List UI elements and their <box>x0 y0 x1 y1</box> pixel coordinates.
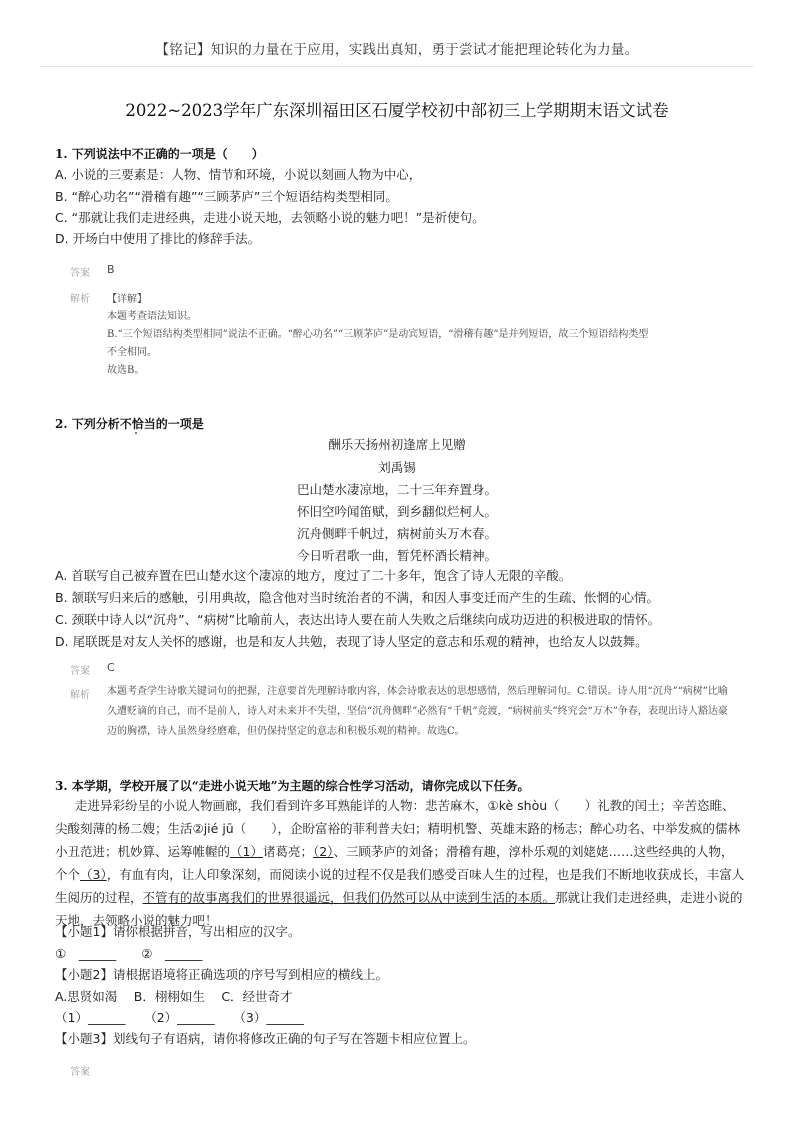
q2-analysis-label: 解析 <box>70 690 90 701</box>
blank-2: （2） <box>312 844 334 859</box>
subquestion-3: 【小题3】划线句子有语病，请你将修改正确的句子写在答题卡相应位置上。 <box>55 1031 476 1046</box>
poem-title: 酬乐天扬州初逢席上见赠 <box>328 437 466 452</box>
subquestion-2: 【小题2】请根据语境将正确选项的序号写到相应的横线上。 <box>55 967 388 982</box>
subquestion-2-blanks: （1）______ （2）______ （3）______ <box>55 1010 304 1025</box>
subquestion-2-choices: A.思贤如渴 B．栩栩如生 C．经世奇才 <box>55 989 293 1004</box>
subquestion-1: 【小题1】请你根据拼音，写出相应的汉字。 <box>55 924 301 939</box>
q2-stem: 2. 下列分析不恰当的一项是 <box>55 417 204 431</box>
poem-line: 沉舟侧畔千帆过，病树前头万木春。 <box>296 526 497 541</box>
q3-passage: 走进异彩纷呈的小说人物画廊，我们看到许多耳熟能详的人物：悲苦麻木，①kè shòu（ ）礼教的闰土；辛苦恣睢、尖酸刻薄的杨二嫂；生活②jié jū（ ），企盼富裕的菲利普夫妇；精明机警、英雄末路的杨志；醉心功名、中举发疯的儒林小丑范进；机妙算、运筹帷幄的（1）诸葛亮；（2）、三顾茅庐的刘备；滑稽有趣，淳朴乐观的刘姥姥……这些经典的人物，个个（3），有血有肉，让人印象深刻，而阅读小说的过程不仅是我们感受百味人生的过程，也是我们不断地收获成长，丰富人生阅历的过程，不管有的故事离我们的世界很遥远，但我们仍然可以从中读到生活的本质。那就让我们走进经典，走进小说的天地，去领略小说的魅力吧！ <box>55 798 745 928</box>
poem-line: 巴山楚水凄凉地，二十三年弃置身。 <box>296 482 497 497</box>
q2-answer: C <box>107 661 115 674</box>
q3-stem: 3. 本学期，学校开展了以“走进小说天地”为主题的综合性学习活动，请你完成以下任务。 <box>55 779 530 793</box>
q1-option-c: C. “那就让我们走进经典，走进小说天地，去领略小说的魅力吧！”是祈使句。 <box>55 210 485 225</box>
faulty-sentence: 不管有的故事离我们的世界很遥远，但我们仍然可以从中读到生活的本质。 <box>142 890 556 905</box>
header-divider <box>40 66 754 67</box>
blank-1: （1） <box>230 844 263 859</box>
header-motto: 【铭记】知识的力量在于应用，实践出真知，勇于尝试才能把理论转化为力量。 <box>155 42 639 58</box>
q1-answer-label: 答案 <box>70 268 90 279</box>
q1-analysis-label: 解析 <box>70 294 90 305</box>
q1-option-b: B. “醉心功名”“滑稽有趣”“三顾茅庐”三个短语结构类型相同。 <box>55 189 398 204</box>
emphasis-dot <box>135 432 137 434</box>
q2-option-a: A. 首联写自己被弃置在巴山楚水这个凄凉的地方，度过了二十多年，饱含了诗人无限的辛酸。 <box>55 568 572 583</box>
subquestion-1-blanks: ① ______ ② ______ <box>55 946 203 961</box>
q1-answer: B <box>107 263 115 276</box>
q2-option-b: B. 颔联写归来后的感触，引用典故，隐含他对当时统治者的不满，和因人事变迁而产生的生疏、怅惘的心情。 <box>55 590 660 605</box>
poem-author: 刘禹锡 <box>378 460 416 475</box>
page-title: 2022~2023学年广东深圳福田区石厦学校初中部初三上学期期末语文试卷 <box>125 101 669 120</box>
q1-analysis-line: B.“三个短语结构类型相同”说法不正确。“醉心功名”“三顾茅庐”是动宾短语，“滑稽有趣”是并列短语，故三个短语结构类型 <box>107 329 649 340</box>
q2-analysis: 本题考查学生诗歌关键词句的把握，注意要首先理解诗歌内容，体会诗歌表达的思想感情，然后理解词句。C.错误。诗人用“沉舟”“病树”比喻久遭贬谪的自己，而不是前人，诗人对未来并不失望，坚信“沉舟侧畔”必然有“千帆”竞渡，“病树前头”终究会“万木”争春，表现出诗人豁达豪迈的胸襟，诗人虽然身经磨难，但仍保持坚定的意志和积极乐观的精神。故选C。 <box>107 686 728 737</box>
q1-analysis-line: 本题考查语法知识。 <box>107 311 197 322</box>
q2-answer-label: 答案 <box>70 666 90 677</box>
blank-3: （3） <box>80 867 107 882</box>
q2-option-c: C. 颈联中诗人以“沉舟”、“病树”比喻前人，表达出诗人要在前人失败之后继续向成功迈进的积极进取的情怀。 <box>55 612 661 627</box>
q1-option-a: A. 小说的三要素是：人物、情节和环境，小说以刻画人物为中心， <box>55 167 422 182</box>
q3-answer-label: 答案 <box>70 1067 90 1078</box>
q1-analysis-line: 故选B。 <box>107 365 145 376</box>
q1-option-d: D. 开场白中使用了排比的修辞手法。 <box>55 231 261 246</box>
poem-line: 今日听君歌一曲，暂凭杯酒长精神。 <box>296 548 497 563</box>
q1-analysis-line: 不全相同。 <box>107 347 157 358</box>
q1-analysis-line: 【详解】 <box>107 294 147 305</box>
q2-option-d: D. 尾联既是对友人关怀的感谢，也是和友人共勉，表现了诗人坚定的意志和乐观的精神，也给友人以鼓舞。 <box>55 634 648 649</box>
q1-stem: 1. 下列说法中不正确的一项是（ ） <box>55 147 264 161</box>
poem-line: 怀旧空吟闻笛赋，到乡翻似烂柯人。 <box>296 504 497 519</box>
